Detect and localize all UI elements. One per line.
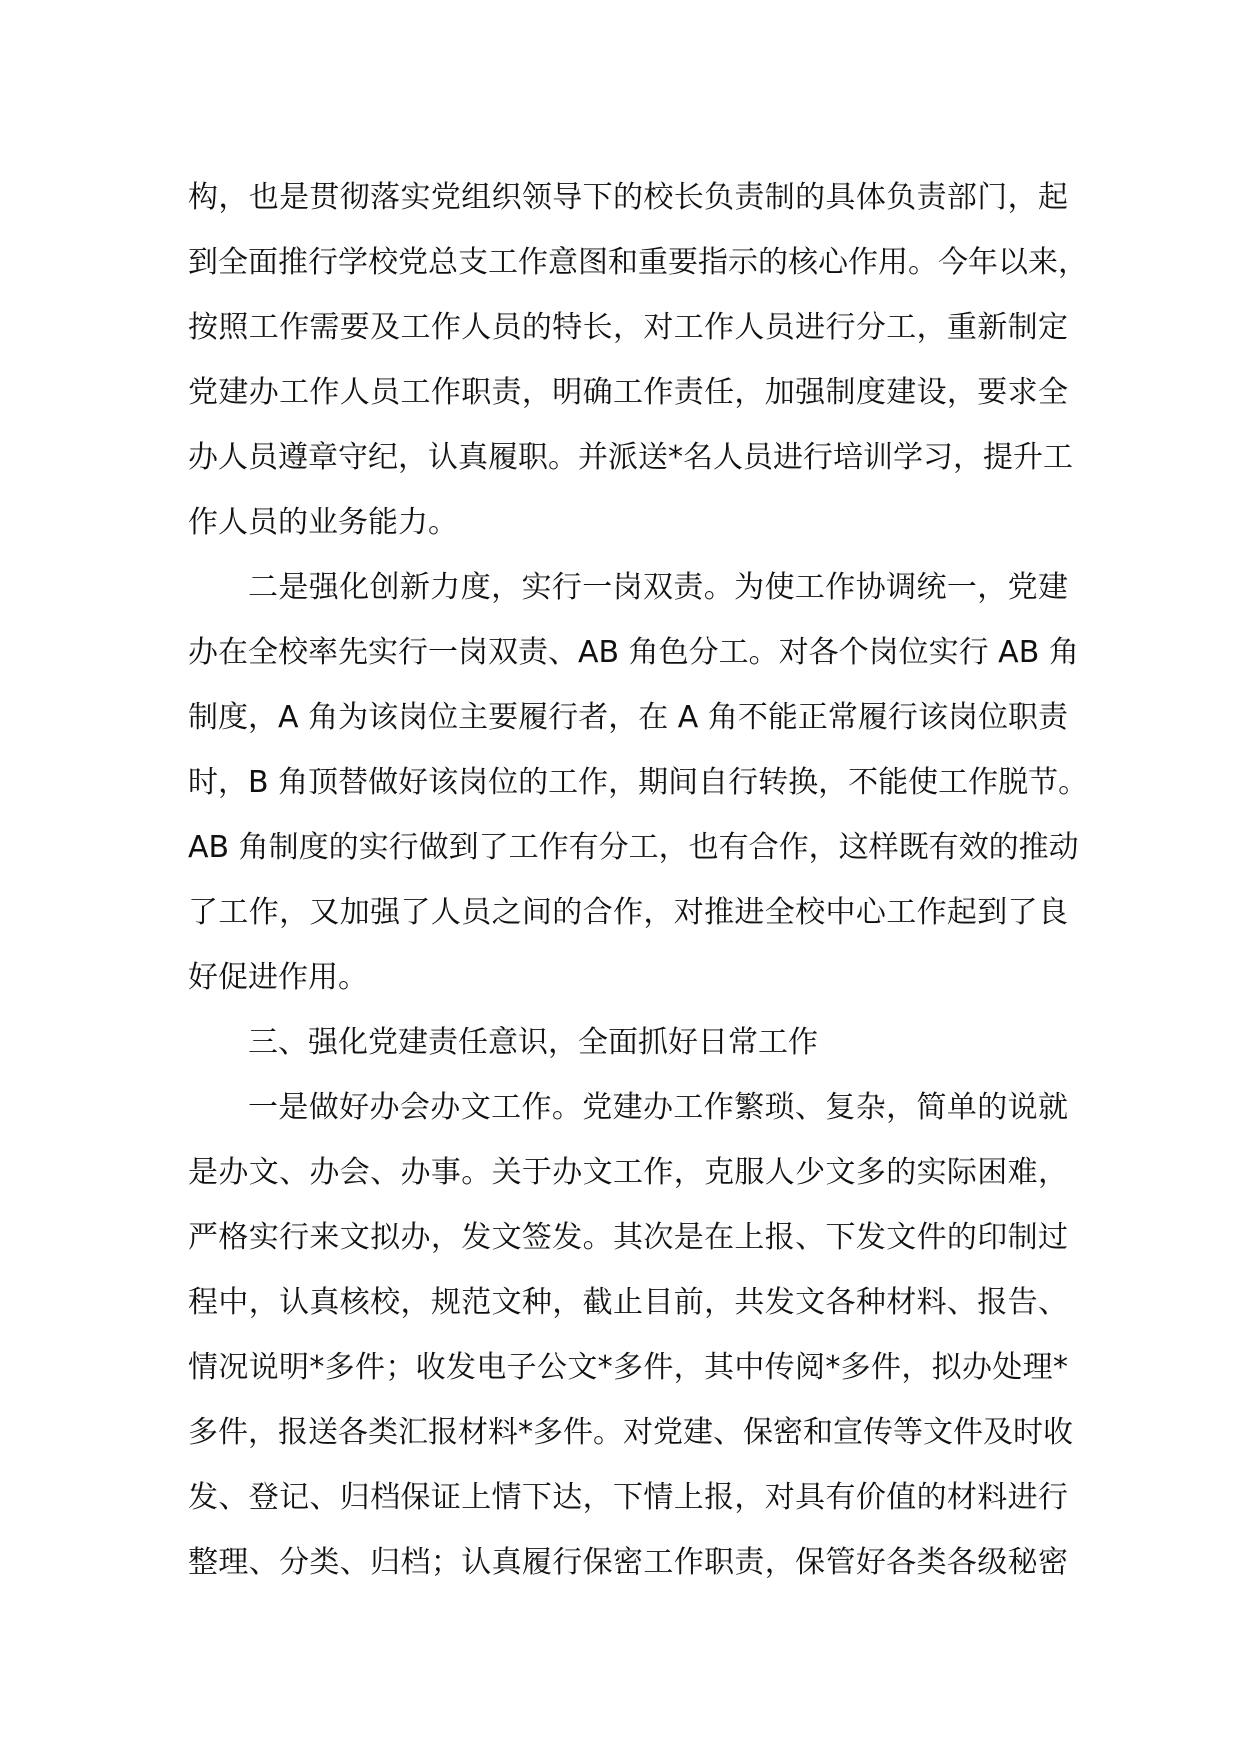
text-line: 是办文、办会、办事。关于办文工作，克服人少文多的实际困难，	[188, 1155, 1068, 1190]
paragraph-first-line: 一是做好办会办文工作。党建办工作繁琐、复杂，简单的说就	[248, 1090, 1068, 1125]
text-line: 情况说明*多件；收发电子公文*多件，其中传阅*多件，拟办处理*	[188, 1350, 1068, 1385]
text-line: 多件，报送各类汇报材料*多件。对党建、保密和宣传等文件及时收	[188, 1415, 1073, 1450]
text-line: 了工作，又加强了人员之间的合作，对推进全校中心工作起到了良	[188, 895, 1068, 930]
text-line: 严格实行来文拟办，发文签发。其次是在上报、下发文件的印制过	[188, 1220, 1068, 1255]
text-line: 办人员遵章守纪，认真履职。并派送*名人员进行培训学习，提升工	[188, 440, 1073, 475]
text-line: 构，也是贯彻落实党组织领导下的校长负责制的具体负责部门，起	[188, 180, 1068, 215]
text-line: 时，B 角顶替做好该岗位的工作，期间自行转换，不能使工作脱节。	[188, 765, 1089, 800]
text-line: 按照工作需要及工作人员的特长，对工作人员进行分工，重新制定	[188, 310, 1068, 345]
section-heading: 三、强化党建责任意识，全面抓好日常工作	[248, 1025, 818, 1060]
text-line: 整理、分类、归档；认真履行保密工作职责，保管好各类各级秘密	[188, 1545, 1068, 1580]
text-line: 好促进作用。	[188, 960, 368, 995]
text-line: 制度，A 角为该岗位主要履行者，在 A 角不能正常履行该岗位职责	[188, 700, 1068, 735]
text-line: 到全面推行学校党总支工作意图和重要指示的核心作用。今年以来，	[188, 245, 1088, 280]
text-line: 党建办工作人员工作职责，明确工作责任，加强制度建设，要求全	[188, 375, 1068, 410]
text-line: 发、登记、归档保证上情下达，下情上报，对具有价值的材料进行	[188, 1480, 1068, 1515]
text-line: 办在全校率先实行一岗双责、AB 角色分工。对各个岗位实行 AB 角	[188, 635, 1079, 670]
text-line: 作人员的业务能力。	[188, 505, 458, 540]
paragraph-first-line: 二是强化创新力度，实行一岗双责。为使工作协调统一，党建	[248, 570, 1068, 605]
text-line: 程中，认真核校，规范文种，截止目前，共发文各种材料、报告、	[188, 1285, 1068, 1320]
document-body	[188, 165, 1089, 1595]
text-line: AB 角制度的实行做到了工作有分工，也有合作，这样既有效的推动	[188, 830, 1079, 865]
